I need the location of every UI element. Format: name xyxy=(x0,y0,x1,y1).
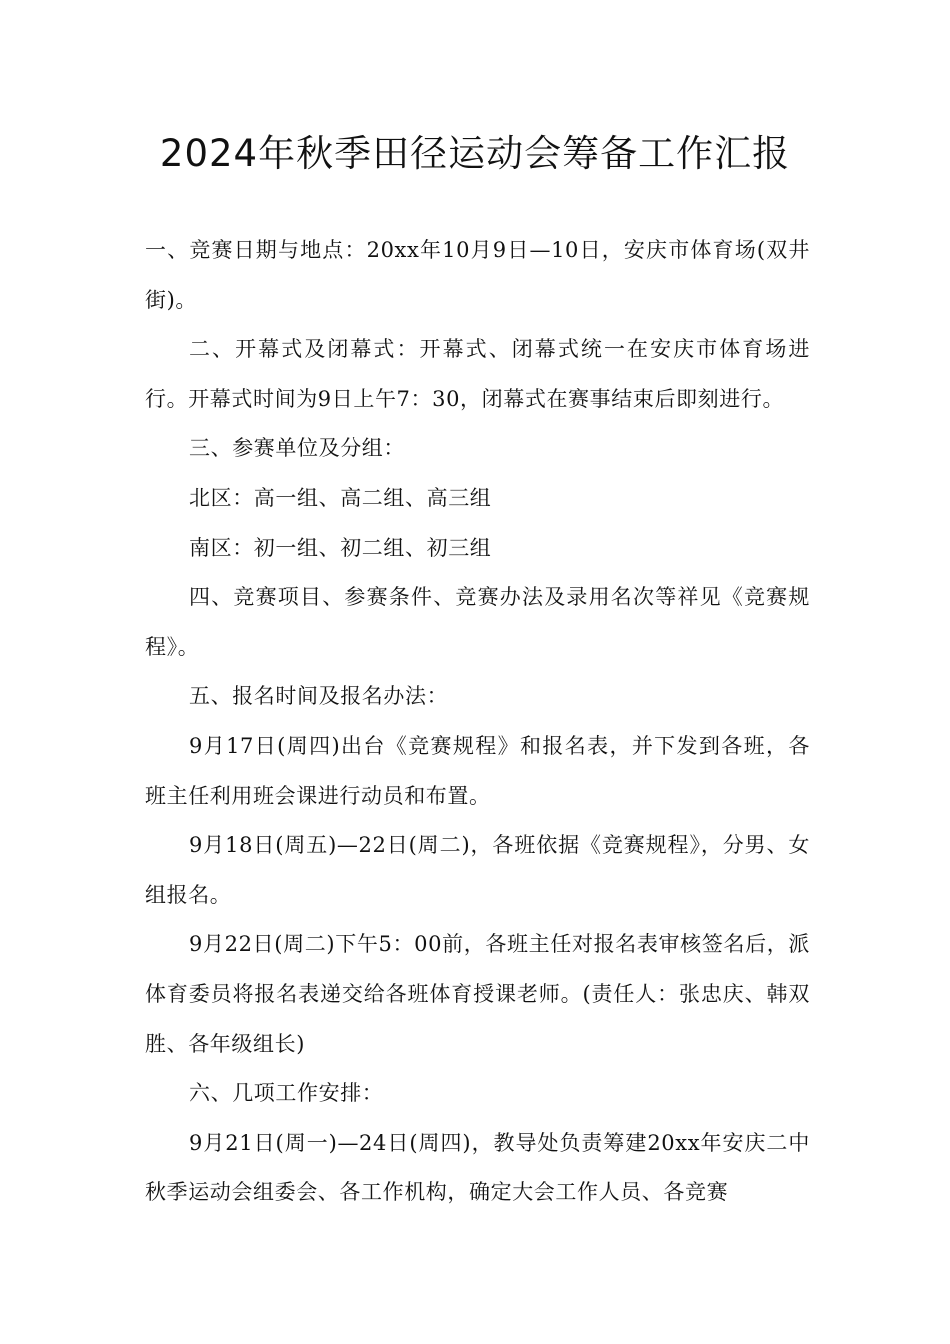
paragraph-south-district: 南区：初一组、初二组、初三组 xyxy=(189,535,492,560)
paragraph-registration-heading: 五、报名时间及报名办法： xyxy=(189,684,449,709)
document-body xyxy=(145,226,810,1218)
document-title: 2024年秋季田径运动会筹备工作汇报 xyxy=(159,132,791,175)
paragraph-sep22: 9月22日(周二)下午5：00前，各班主任对报名表审核签名后，派体育委员将报名表递交给各班体育授课老师。(责任人：张忠庆、韩双胜、各年级组长) xyxy=(145,932,810,1056)
paragraph-sep21: 9月21日(周一)—24日(周四)，教导处负责筹建20xx年安庆二中秋季运动会组委会、各工作机构，确定大会工作人员、各竞赛 xyxy=(145,1130,810,1205)
paragraph-arrangements-heading: 六、几项工作安排： xyxy=(189,1081,384,1106)
paragraph-events-rules: 四、竞赛项目、参赛条件、竞赛办法及录用名次等祥见《竞赛规程》。 xyxy=(145,585,810,659)
paragraph-date-location: 一、竞赛日期与地点：20xx年10月9日—10日，安庆市体育场(双井街)。 xyxy=(145,238,810,312)
paragraph-north-district: 北区：高一组、高二组、高三组 xyxy=(189,485,492,510)
paragraph-sep18: 9月18日(周五)—22日(周二)，各班依据《竞赛规程》，分男、女组报名。 xyxy=(145,833,810,907)
paragraph-sep17: 9月17日(周四)出台《竞赛规程》和报名表，并下发到各班，各班主任利用班会课进行动员和布置。 xyxy=(145,733,810,808)
paragraph-ceremonies: 二、开幕式及闭幕式：开幕式、闭幕式统一在安庆市体育场进行。开幕式时间为9日上午7：30，闭幕式在赛事结束后即刻进行。 xyxy=(145,337,810,411)
paragraph-units-heading: 三、参赛单位及分组： xyxy=(189,436,405,461)
